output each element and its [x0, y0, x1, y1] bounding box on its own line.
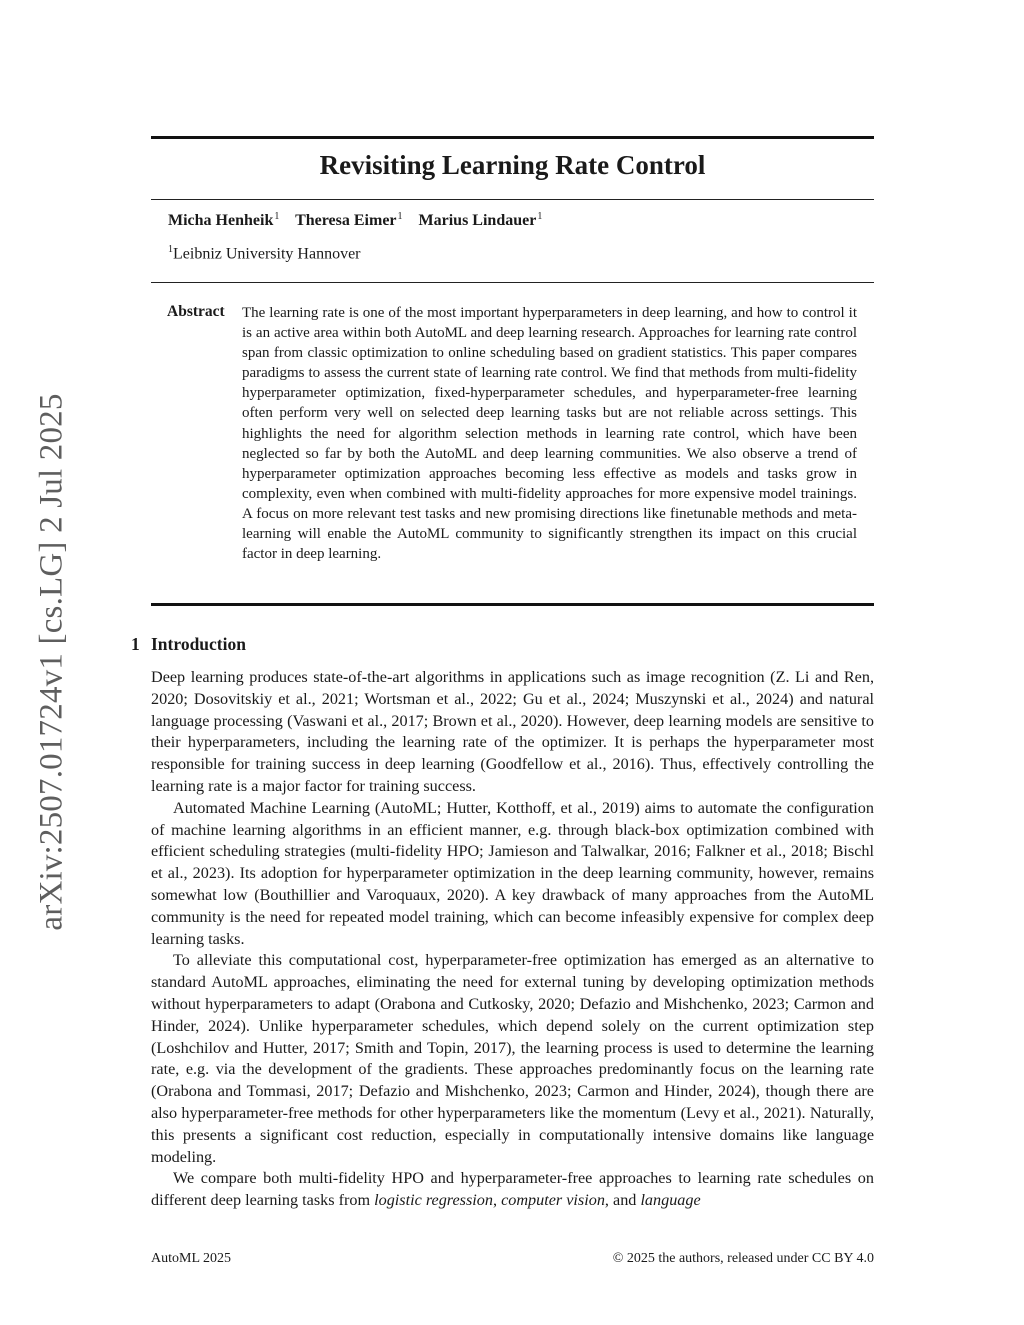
author: [168, 212, 279, 229]
author-list: [168, 211, 554, 230]
section-heading: [131, 634, 246, 655]
paper-title: Revisiting Learning Rate Control: [319, 150, 706, 180]
body-paragraph: Automated Machine Learning (AutoML; Hutter, Kotthoff, et al., 2019) aims to automate the configuration of machine learning algorithms in an efficient manner, e.g. through black-box optimization combined with efficient scheduling strategies (multi-fidelity HPO; Jamieson and Talwalkar, 2016; Falkner et al., 2018; Bischl et al., 2023). Its adoption for hyperparameter optimization in the deep learning community, however, remains somewhat low (Bouthillier and Varoquaux, 2020). A key drawback of many approaches from the AutoML community is the need for repeated model training, which can become infeasibly expensive for complex deep learning tasks.: [151, 798, 874, 948]
footer-venue: AutoML 2025: [151, 1251, 231, 1266]
paragraph-text: , and: [604, 1191, 641, 1210]
section-number: 1: [131, 634, 140, 654]
title-top-rule: [151, 136, 874, 139]
body-paragraph: To alleviate this computational cost, hyperparameter-free optimization has emerged as an alternative to standard AutoML approaches, eliminating the need for external tuning by developing optimization methods without hyperparameters to adapt (Orabona and Cutkosky, 2020; Defazio and Mishchenko, 2023; Carmon and Hinder, 2024). Unlike hyperparameter schedules, which depend solely on the current optimization step (Loshchilov and Hutter, 2017; Smith and Topin, 2017), the learning process is used to determine the learning rate, e.g. via the development of the gradients. These approaches predominantly focus on the learning rate (Orabona and Tommasi, 2017; Defazio and Mishchenko, 2023; Carmon and Hinder, 2024), though there are also hyperparameter-free methods for other hyperparameters like the momentum (Levy et al., 2021). Naturally, this presents a significant cost reduction, especially in computationally intensive domains like language modeling.: [151, 951, 874, 1166]
title-bottom-rule: [151, 199, 874, 200]
author-name: Theresa Eimer: [295, 212, 397, 230]
abstract-label: Abstract: [167, 303, 225, 320]
author-name: Micha Henheik: [168, 212, 274, 230]
affiliation-mark: 1: [168, 244, 173, 255]
affiliation-mark: 1: [274, 211, 280, 222]
abstract-top-rule: [151, 282, 874, 283]
emphasis-text: logistic regression: [374, 1191, 493, 1210]
affiliation-mark: 1: [397, 211, 403, 222]
emphasis-text: language: [640, 1191, 701, 1210]
emphasis-text: computer vision: [501, 1191, 605, 1210]
author: [419, 212, 543, 229]
affiliation-name: Leibniz University Hannover: [173, 245, 361, 263]
section-title: Introduction: [151, 634, 246, 654]
section-body: [151, 667, 874, 1212]
affiliation: [168, 244, 361, 263]
body-paragraph: Deep learning produces state-of-the-art algorithms in applications such as image recognition (Z. Li and Ren, 2020; Dosovitskiy et al., 2021; Wortsman et al., 2022; Gu et al., 2024; Muszynski et al., 2024) and natural language processing (Vaswani et al., 2017; Brown et al., 2020). However, deep learning models are sensitive to their hyperparameters, including the learning rate of the optimizer. It is perhaps the hyperparameter most responsible for training success in deep learning (Goodfellow et al., 2016). Thus, effectively controlling the learning rate is a major factor for training success.: [151, 668, 874, 795]
affiliation-mark: 1: [537, 211, 543, 222]
author: [295, 212, 402, 229]
author-name: Marius Lindauer: [418, 212, 537, 230]
paragraph-text: ,: [492, 1191, 502, 1210]
arxiv-identifier: arXiv:2507.01724v1 [cs.LG] 2 Jul 2025: [33, 393, 70, 931]
paragraph-text: We compare both multi-fidelity HPO and hyperparameter-free approaches to learning rate schedules on different deep learning tasks from: [151, 1169, 874, 1210]
footer-license: © 2025 the authors, released under CC BY 4.0: [612, 1251, 874, 1266]
abstract-text: The learning rate is one of the most important hyperparameters in deep learning, and how to control it is an active area within both AutoML and deep learning research. Approaches for learning rate control span from classic optimization to online scheduling based on gradient statistics. This paper compares paradigms to assess the current state of learning rate control. We find that methods from multi-fidelity hyperparameter optimization, fixed-hyperparameter schedules, and hyperparameter-free learning often perform very well on selected deep learning tasks but are not reliable across settings. This highlights the need for algorithm selection methods in learning rate control, which have been neglected so far by both the AutoML and deep learning communities. We also observe a trend of hyperparameter optimization approaches becoming less effective as models and tasks grow in complexity, even when combined with multi-fidelity approaches for more expensive model trainings. A focus on more relevant test tasks and new promising directions like finetunable methods and meta-learning will enable the AutoML community to significantly strengthen its impact on this crucial factor in deep learning.: [242, 305, 857, 563]
abstract-bottom-rule: [151, 603, 874, 606]
body-paragraph: [151, 1168, 874, 1212]
